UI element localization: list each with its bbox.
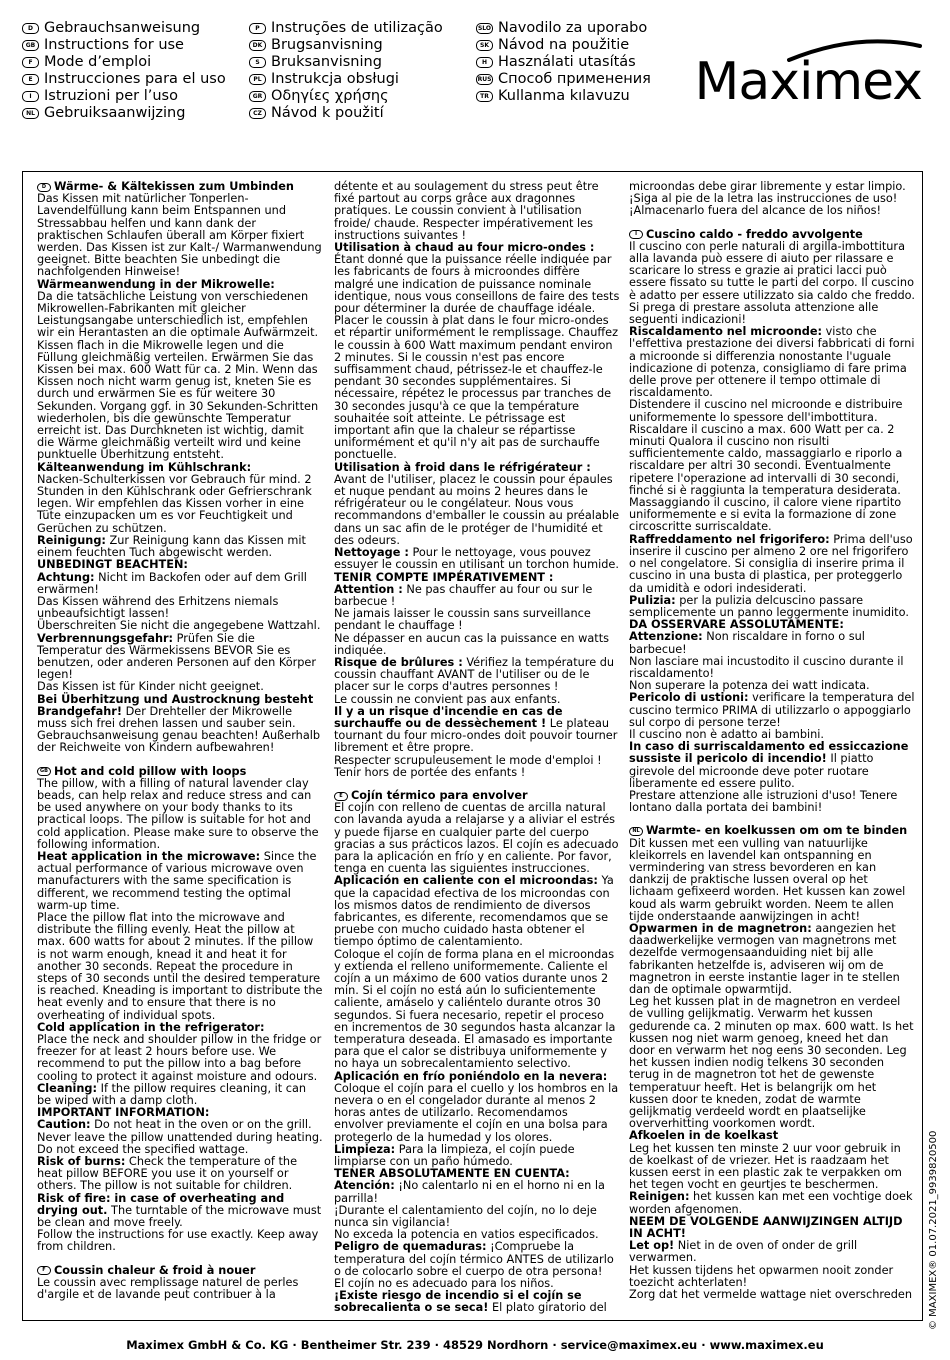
language-item: [476, 71, 703, 88]
language-code-badge: S: [249, 57, 266, 68]
paragraph-text: per la pulizia delcuscino passare semplicemente un panno leggermente inumidito.: [629, 593, 909, 619]
bold-subheading: Wärmeanwendung in der Mikrowelle:: [37, 277, 275, 291]
bold-subheading: Afkoelen in de koelkast: [629, 1129, 779, 1143]
inline-heading: Caution:: [37, 1118, 91, 1132]
paragraph-text: Zur Reinigung kann das Kissen mit einem feuchten Tuch abgewischt werden.: [37, 533, 306, 560]
inline-heading: Pericolo di ustioni:: [629, 691, 749, 705]
bold-subheading: NEEM DE VOLGENDE AANWIJZINGEN ALTIJD IN ACHT!: [629, 1214, 903, 1241]
paragraph: [37, 1193, 323, 1230]
inline-heading: Utilisation à chaud au four micro-ondes :: [334, 241, 595, 255]
paragraph: Ne jamais laisser le coussin sans surveillance pendant le chauffage !: [334, 607, 591, 633]
section-title: Warmte- en koelkussen om om te binden: [646, 824, 908, 838]
paragraph: [334, 875, 620, 948]
language-item: [249, 37, 476, 54]
section-title: Hot and cold pillow with loops: [54, 764, 247, 778]
paragraph: [334, 657, 620, 694]
bold-subheading: Aplicación en frío poniéndolo en la nevera:: [334, 1069, 608, 1083]
section-title: Cuscino caldo - freddo avvolgente: [646, 227, 863, 241]
company-footer: Maximex GmbH & Co. KG · Bentheimer Str. 239 · 48529 Nordhorn · service@maximex.eu · www.maximex.eu: [126, 1338, 824, 1352]
language-code-badge: E: [334, 792, 348, 801]
inline-heading: Verbrennungsgefahr:: [37, 631, 174, 645]
paragraph: Nacken-Schulterkissen vor Gebrauch für mind. 2 Stunden in den Kühlschrank oder Gefrierschrank legen. Wir empfehlen das Kissen vorher in eine Tüte einzupacken um es vor Feuchtigkeit und Gerüchen zu schützen.: [37, 472, 312, 535]
inline-heading: Reinigen:: [629, 1190, 690, 1204]
language-item: [476, 20, 703, 37]
language-label: Mode d’emploi: [44, 54, 152, 70]
inline-heading: Opwarmen in de magnetron:: [629, 921, 812, 935]
paragraph: [629, 1191, 915, 1215]
language-code-badge: SK: [476, 40, 493, 51]
paragraph-text: Étant donné que la puissance réelle indiquée par les fabricants de fours à microondes diffère malgré une indication de puissance nominale identique, nous vous conseillons de faire des tests pour déterminer la durée de chauffage idéale.: [334, 253, 620, 316]
paragraph-text: ¡No calentarlo ni en el horno ni en la parrilla!: [334, 1179, 605, 1205]
language-label: Instrukcja obsługi: [271, 71, 399, 87]
language-column-2: [249, 20, 476, 122]
inline-heading: Bei Überhitzung und Austrocknung besteht Brandgefahr!: [37, 692, 314, 718]
paragraph: Coloque el cojín para el cuello y los hombros en la nevera o en el congelador durante al menos 2 horas antes de utilizarlo. Recomendamos envolver previamente el cojín en una bolsa para protegerlo de la humedad y los olores.: [334, 1081, 619, 1144]
inline-heading: Aplicación en caliente con el microondas:: [334, 874, 598, 888]
inline-heading: Pulizia:: [629, 593, 676, 607]
language-label: Instruções de utilização: [271, 20, 443, 36]
paragraph-text: Since the actual performance of various microwave oven manufacturers with the same specification is different, we recommend testing the optimal warm-up time.: [37, 849, 317, 912]
paragraph-text: Pour le nettoyage, vous pouvez essuyer le coussin en utilisant un torchon humide.: [334, 546, 619, 572]
paragraph-text: visto che l'effettiva prestazione dei diversi fabbricati di forni a microonde si differenzia nonostante l'uguale indicazione di potenza, consigliamo di fare prima delle prove per ottenere il tempo ottimale di riscaldamento.: [629, 325, 915, 400]
paragraph: [37, 851, 323, 912]
paragraph: Follow the instructions for use exactly. Keep away from children.: [37, 1228, 319, 1254]
paragraph: The pillow, with a filling of natural lavender clay beads, can help relax and reduce stress and can be used anywhere on your body thanks to its practical loops. The pillow is suitable for hot and cold application. Please make sure to observe the following information.: [37, 776, 319, 851]
paragraph: [629, 741, 915, 790]
language-code-badge: H: [476, 57, 493, 68]
paragraph: Leg het kussen plat in de magnetron en verdeel de vulling gelijkmatig. Verwarm het kussen gedurende ca. 2 minuten op max. 600 watt. Is het kussen nog niet warm genoeg, kneed het dan door en verwarm het nog eens 30 seconden. Leg het kussen indien nodig telkens 30 seconden terug in de magnetron tot het de gewenste temperatuur heeft. Het is belangrijk om het kussen door te kneden, zodat de warmte gelijkmatig verdeeld wordt en plaatselijke oververhitting voorkomen wordt.: [629, 995, 914, 1131]
paragraph: Ne dépasser en aucun cas la puissance en watts indiquée.: [334, 631, 610, 657]
inline-heading: Risk of burns:: [37, 1155, 126, 1169]
inline-heading: Il y a un risque d'incendie en cas de surchauffe ou de dessèchement !: [334, 704, 563, 730]
paragraph: [37, 633, 323, 682]
paragraph-text: Vérifiez la température du coussin chauffant AVANT de l'utiliser ou de le placer sur le corps d'autres personnes !: [334, 655, 615, 694]
language-code-badge: F: [37, 1266, 51, 1275]
language-item: [249, 20, 476, 37]
paragraph: [629, 326, 915, 399]
bold-subheading: IMPORTANT INFORMATION:: [37, 1106, 210, 1120]
paragraph: Respecter scrupuleusement le mode d'emploi ! Tenir hors de portée des enfants !: [334, 753, 602, 779]
language-item: [22, 20, 249, 37]
section-heading: [629, 825, 915, 837]
language-label: Istruzioni per l’uso: [44, 88, 178, 104]
language-code-badge: DK: [249, 40, 266, 51]
language-code-badge: F: [22, 57, 39, 68]
bold-subheading: DA OSSERVARE ASSOLUTAMENTE:: [629, 618, 844, 632]
paragraph: Zorg dat het vermelde wattage niet overschreden: [629, 1288, 912, 1302]
inline-heading: Cleaning:: [37, 1081, 98, 1095]
paragraph: No exceda la potencia en vatios especificados.: [334, 1228, 599, 1242]
paragraph: Da die tatsächliche Leistung von verschiedenen Mikrowellen-Fabrikanten mit gleicher Leistungsangabe unterschiedlich ist, empfehlen wir ein Herantasten an die optimale Aufwärmzeit. Kissen flach in die Mikrowelle legen und die Füllung gleichmäßig verteilen. Erwärmen Sie das Kissen bei max. 600 Watt für ca. 2 Min. Wenn das Kissen noch nicht warm genug ist, kneten Sie es durch und erwärmen Sie es für weitere 30 Sekunden. Vorgang ggf. in 30 Sekunden-Schritten wiederholen, bis die gewünschte Temperatur erreicht ist. Das Durchkneten ist wichtig, damit die Wärme gleichmäßig verteilt wird und keine punktuelle Überhitzung entsteht.: [37, 289, 319, 462]
paragraph-text: Niet in de oven of onder de grill verwarmen.: [629, 1239, 858, 1265]
inline-heading: Limpieza:: [334, 1142, 396, 1156]
section-title: Cojín térmico para envolver: [351, 788, 528, 802]
inline-heading: In caso di surriscaldamento ed essiccazione sussiste il pericolo di incendio!: [629, 740, 909, 766]
language-code-badge: RUS: [477, 76, 492, 83]
paragraph: [37, 1119, 323, 1143]
bold-subheading: Kälteanwendung im Kühlschrank:: [37, 460, 252, 474]
paragraph: [37, 572, 323, 596]
paragraph: [37, 694, 323, 755]
paragraph-text: Non riscaldare in forno o sul barbecue!: [629, 630, 865, 656]
language-code-badge: I: [629, 230, 643, 239]
paragraph: [629, 692, 915, 729]
inline-heading: Reinigung:: [37, 533, 106, 547]
paragraph: Das Kissen ist für Kinder nicht geeignet.: [37, 680, 264, 694]
language-item: [249, 54, 476, 71]
paragraph: Leg het kussen ten minste 2 uur voor gebruik in de koelkast of de vriezer. Het is raadzaam het kussen eerst in een plastic zak te verpakken om het tegen vocht en geurtjes te beschermen.: [629, 1141, 902, 1192]
bold-subheading: Cold application in the refrigerator:: [37, 1020, 265, 1034]
paragraph: Het kussen tijdens het opwarmen nooit zonder toezicht achterlaten!: [629, 1263, 894, 1289]
paragraph: [334, 584, 620, 608]
language-label: Bruksanvisning: [271, 54, 382, 70]
paragraph-text: The turntable of the microwave must be clean and move freely.: [37, 1203, 322, 1230]
brand-logo: [682, 38, 922, 112]
paragraph: Dit kussen met een vulling van natuurlijke kleikorrels en lavendel kan ontspanning en vermindering van stress bevorderen en kan dankzij de praktische lussen overal op het lichaam gefixeerd worden. Het kussen kan zowel koud als warm gebruikt worden. Neem te allen tijde onderstaande aanwijzingen in acht!: [629, 836, 906, 923]
side-print-code: [928, 1130, 942, 1330]
paragraph: Il cuscino non è adatto ai bambini.: [629, 727, 825, 741]
language-item: [22, 37, 249, 54]
paragraph: Das Kissen mit natürlicher Tonperlen-Lavendelfüllung kann beim Entspannen und Stressabbau helfen und kann dank der praktischen Schlaufen überall am Körper fixiert werden. Das Kissen ist zur Kalt-/ Warmanwendung geeignet. Bitte beachten Sie unbedingt die nachfolgenden Hinweise!: [37, 192, 322, 279]
paragraph: Überschreiten Sie nicht die angegebene Wattzahl.: [37, 619, 321, 633]
language-item: [476, 37, 703, 54]
language-label: Οδηγίες χρήσης: [271, 88, 389, 104]
paragraph: Place the neck and shoulder pillow in the fridge or freezer for at least 2 hours before use. We recommend to put the pillow into a bag before cooling to protect it against moisture and odours.: [37, 1033, 322, 1083]
paragraph: Placer le coussin à plat dans le four micro-ondes et répartir uniformément le remplissage. Chauffez le coussin à 600 Watt maximum pendant environ 2 minutes. Si le coussin n'est pas encore suffisamment chaud, pétrissez-le et chauffez-le pendant 30 secondes supplémentaires. Si nécessaire, répétez le processus par tranches de 30 secondes jusqu'à ce que la température souhaitée soit atteinte. Le pétrissage est important afin que la chaleur se répartisse uniformément et qu'il n'y ait pas de surchauffe ponctuelle.: [334, 314, 619, 462]
language-label: Instructions for use: [44, 37, 184, 53]
section-title: Coussin chaleur & froid à nouer: [54, 1263, 256, 1277]
section-spacer: [37, 755, 323, 766]
language-label: Gebrauchsanweisung: [44, 20, 201, 36]
language-item: [249, 71, 476, 88]
paragraph-text: Nicht im Backofen oder auf dem Grill erwärmen!: [37, 570, 307, 596]
language-item: [249, 105, 476, 122]
language-code-badge: GB: [22, 40, 39, 51]
paragraph: Coloque el cojín de forma plana en el microondas y extienda el relleno uniformemente. Caliente el cojín a un máximo de 600 vatios durante unos 2 min. Si el cojín no está aún lo suficientemente caliente, amáselo y caliéntelo durante otros 30 segundos. Si fuera necesario, repetir el proceso en incrementos de 30 segundos hasta alcanzar la temperatura deseada. El amasado es importante para que el calor se distribuya uniformemente y no haya un sobrecalentamiento selectivo.: [334, 947, 616, 1071]
language-label: Návod k použití: [271, 105, 384, 121]
paragraph-text: Prima dell'uso inserire il cuscino per almeno 2 ore nel frigorifero o nel congelatore. Si consiglia di inserire prima il cuscino in una busta di plastica, per proteggerlo da umidità e odori indesiderati.: [629, 532, 913, 595]
language-code-badge: GB: [37, 767, 51, 776]
section-heading: [37, 766, 323, 778]
language-code-badge: PL: [249, 74, 266, 85]
inline-heading: Nettoyage :: [334, 546, 409, 560]
paragraph: El cojín no es adecuado para los niños.: [334, 1277, 554, 1291]
inline-heading: Attenzione:: [629, 630, 703, 644]
paragraph: microondas debe girar libremente y estar limpio. ¡Siga al pie de la letra las instrucciones de uso! ¡Almacenarlo fuera del alcance de los niños!: [629, 180, 906, 218]
paragraph-text: verificare la temperatura del cuscino termico PRIMA di utilizzarlo o appoggiarlo sul corpo di persone terze!: [629, 691, 915, 729]
paragraph: Le coussin ne convient pas aux enfants.: [334, 692, 561, 706]
paragraph-text: Avant de l'utiliser, placez le coussin pour épaules et nuque pendant au moins 2 heures dans le réfrigérateur ou le congélateur. Nous vous recommandons d'emballer le coussin au préalable dans un sac afin de le protéger de l'humidité et des odeurs.: [334, 472, 620, 547]
language-code-badge: D: [37, 183, 51, 192]
paragraph: [334, 242, 620, 315]
language-item: [22, 54, 249, 71]
inline-heading: Attention :: [334, 582, 403, 596]
paragraph-text: aangezien het daadwerkelijke vermogen van magnetrons met dezelfde vermogensaanduiding niet bij alle fabrikanten hetzelfde is, adviseren wij om de magnetron in eerste instantie lager in te stellen dan de optimale opwarmtijd.: [629, 921, 900, 996]
inline-heading: Achtung:: [37, 570, 95, 584]
inline-heading: Heat application in the microwave:: [37, 849, 261, 863]
paragraph: [629, 595, 915, 619]
paragraph-text: Il piatto girevole del microonde deve poter ruotare liberamente ed essere pulito.: [629, 752, 874, 790]
language-item: [249, 88, 476, 105]
bold-subheading: TENER ABSOLUTAMENTE EN CUENTA:: [334, 1167, 570, 1181]
language-code-badge: NL: [22, 108, 39, 119]
language-label: Návod na použitie: [498, 37, 630, 53]
paragraph-text: Check the temperature of the heat pillow BEFORE you use it on yourself or others. The pillow is not suitable for children.: [37, 1155, 298, 1193]
language-item: [476, 88, 703, 105]
paragraph: [37, 535, 323, 559]
inline-heading: Risque de brûlures :: [334, 655, 463, 669]
inline-heading: Let op!: [629, 1239, 675, 1253]
language-item: [476, 54, 703, 71]
instructions-frame: [22, 171, 923, 1321]
inline-heading: Riscaldamento nel microonde:: [629, 325, 823, 339]
paragraph: [334, 1290, 620, 1314]
language-item: [22, 88, 249, 105]
inline-heading: Utilisation à froid dans le réfrigérateur :: [334, 460, 591, 474]
language-code-badge: NL: [629, 827, 643, 836]
paragraph: Das Kissen während des Erhitzens niemals unbeaufsichtigt lassen!: [37, 594, 279, 621]
text-column-3: [629, 181, 915, 1301]
paragraph: [334, 706, 620, 755]
paragraph: [37, 1156, 323, 1193]
language-label: Navodilo za uporabo: [498, 20, 648, 36]
paragraph-text: Para la limpieza, el cojín puede limpiarse con un paño húmedo.: [334, 1142, 575, 1169]
brand-name: Maximex: [694, 52, 922, 112]
paragraph: Non superare la potenza dei watt indicata.: [629, 679, 870, 693]
language-item: [22, 71, 249, 88]
paragraph: [629, 1240, 915, 1264]
paragraph: ¡Durante el calentamiento del cojín, no lo deje nunca sin vigilancia!: [334, 1203, 597, 1230]
bold-subheading: UNBEDINGT BEACHTEN:: [37, 558, 188, 572]
paragraph-text: Do not heat in the oven or on the grill. Never leave the pillow unattended during heating.: [37, 1118, 323, 1144]
language-item: [22, 105, 249, 122]
paragraph: Distendere il cuscino nel microonde e distribuire uniformemente lo spessore dell'imbottitura. Riscaldare il cuscino a max. 600 Watt per ca. 2 minuti Qualora il cuscino non risulti sufficientemente caldo, massaggiarlo e riporlo a riscaldare per altri 30 secondi. Eventualmente ripetere l'operazione ad intervalli di 30 secondi, finché si è raggiunta la temperatura desiderata. Massaggiando il cuscino, il calore viene ripartito uniformemente e si evita la formazione di zone circoscritte surriscaldate.: [629, 398, 903, 534]
inline-heading: Atención:: [334, 1179, 395, 1193]
paragraph: [629, 631, 915, 655]
paragraph: El cojín con relleno de cuentas de arcilla natural con lavanda ayuda a relajarse y a aliviar el estrés y puede fijarse en cualquier parte del cuerpo gracias a sus prácticos lazos. El cojín es adecuado para la aplicación en frío y en caliente. Por favor, tenga en cuenta las siguientes instrucciones.: [334, 801, 619, 876]
language-code-badge: E: [22, 74, 39, 85]
inline-heading: ¡Existe riesgo de incendio si el cojín se sobrecalienta o se seca!: [334, 1289, 582, 1315]
language-index: [22, 20, 703, 122]
paragraph: [334, 1241, 620, 1278]
paragraph: [629, 923, 915, 996]
language-label: Способ применения: [498, 71, 651, 87]
language-code-badge: P: [249, 23, 266, 34]
text-column-1: [37, 181, 323, 1301]
language-code-badge: I: [22, 91, 39, 102]
paragraph-text: het kussen kan met een vochtige doek worden afgenomen.: [629, 1190, 913, 1216]
language-label: Gebruiksaanwijzing: [44, 105, 186, 121]
section-heading: [629, 229, 915, 241]
language-label: Használati utasítás: [498, 54, 636, 70]
paragraph-text: Der Drehteller der Mikrowelle muss sich frei drehen lassen und sauber sein. Gebrauchsanweisung genau beachten! Außerhalb der Reichweite von Kindern aufbewahren!: [37, 704, 321, 755]
language-code-badge: GR: [249, 91, 266, 102]
paragraph: Prestare attenzione alle istruzioni d'uso! Tenere lontano dalla portata dei bambini!: [629, 788, 898, 815]
paragraph-text: Ya que la capacidad efectiva de los microondas con los mismos datos de rendimiento de diversos fabricantes, es diferente, recomendamos que se pruebe con mucho cuidado hasta obtener el tiempo óptimo de calentamiento.: [334, 874, 614, 949]
paragraph: [37, 1083, 323, 1107]
paragraph-text: Ne pas chauffer au four ou sur le barbecue !: [334, 582, 593, 608]
language-code-badge: SLO: [477, 25, 492, 32]
paragraph-text: ¡Compruebe la temperatura del cojín térmico ANTES de utilizarlo o de colocarlo sobre el cuerpo de otra persona!: [334, 1240, 614, 1278]
paragraph: Il cuscino con perle naturali di argilla-imbottitura alla lavanda può essere di aiuto per rilassare e scaricare lo stress e grazie ai pratici lacci può essere fissato su tutte le parti del corpo. Il cuscino è adatto per essere utilizzato sia caldo che freddo. Si prega di prestare assoluta attenzione alle seguenti indicazioni!: [629, 239, 915, 327]
paragraph: Place the pillow flat into the microwave and distribute the filling evenly. Heat the pillow at max. 600 watts for about 2 minutes. If the pillow is not warm enough, knead it and heat it for another 30 seconds. Repeat the procedure in steps of 30 seconds until the desired temperature is reached. Kneading is important to distribute the heat evenly and to ensure that there is no overheating of individual spots.: [37, 910, 323, 1022]
inline-heading: Risk of fire: in case of overheating and drying out.: [37, 1191, 285, 1217]
paragraph: détente et au soulagement du stress peut être fixé partout au corps grâce aux dragonnes pratiques. Le coussin convient à l'utilisation froide/ chaude. Respecter impérativement les instructions suivantes !: [334, 180, 599, 242]
bold-subheading: TENIR COMPTE IMPÉRATIVEMENT :: [334, 570, 554, 584]
paragraph: [629, 534, 915, 595]
section-spacer: [629, 218, 915, 229]
paragraph-text: Prüfen Sie die Temperatur des Wärmekissens BEVOR Sie es benutzen, oder anderen Personen auf den Körper legen!: [37, 631, 317, 682]
language-label: Instrucciones para el uso: [44, 71, 226, 87]
language-code-badge: CZ: [249, 108, 266, 119]
inline-heading: Raffreddamento nel frigorifero:: [629, 532, 830, 546]
language-label: Brugsanvisning: [271, 37, 383, 53]
paragraph: [334, 462, 620, 547]
language-label: Kullanma kılavuzu: [498, 88, 630, 104]
language-code-badge: TR: [476, 91, 493, 102]
language-code-badge: D: [22, 23, 39, 34]
text-column-2: [334, 181, 620, 1315]
paragraph: Non lasciare mai incustodito il cuscino durante il riscaldamento!: [629, 654, 904, 680]
side-print-code-text: © MAXIMEX® 01.07.2021_993982050​0: [928, 1130, 939, 1330]
paragraph: Le coussin avec remplissage naturel de perles d'argile et de lavande peut contribuer à la: [37, 1275, 299, 1302]
language-column-3: [476, 20, 703, 122]
paragraph: [334, 547, 620, 571]
section-title: Wärme- & Kältekissen zum Umbinden: [54, 180, 294, 193]
language-column-1: [22, 20, 249, 122]
paragraph: Do not exceed the specified wattage.: [37, 1142, 249, 1156]
paragraph-text: Le plateau tournant du four micro-ondes doit pouvoir tourner librement et être propre.: [334, 716, 618, 755]
paragraph: [334, 1144, 620, 1168]
inline-heading: Peligro de quemaduras:: [334, 1240, 487, 1254]
paragraph-text: El plato giratorio del: [488, 1301, 607, 1315]
paragraph-text: If the pillow requires cleaning, it can be wiped with a damp cloth.: [37, 1081, 307, 1108]
paragraph: [334, 1180, 620, 1204]
